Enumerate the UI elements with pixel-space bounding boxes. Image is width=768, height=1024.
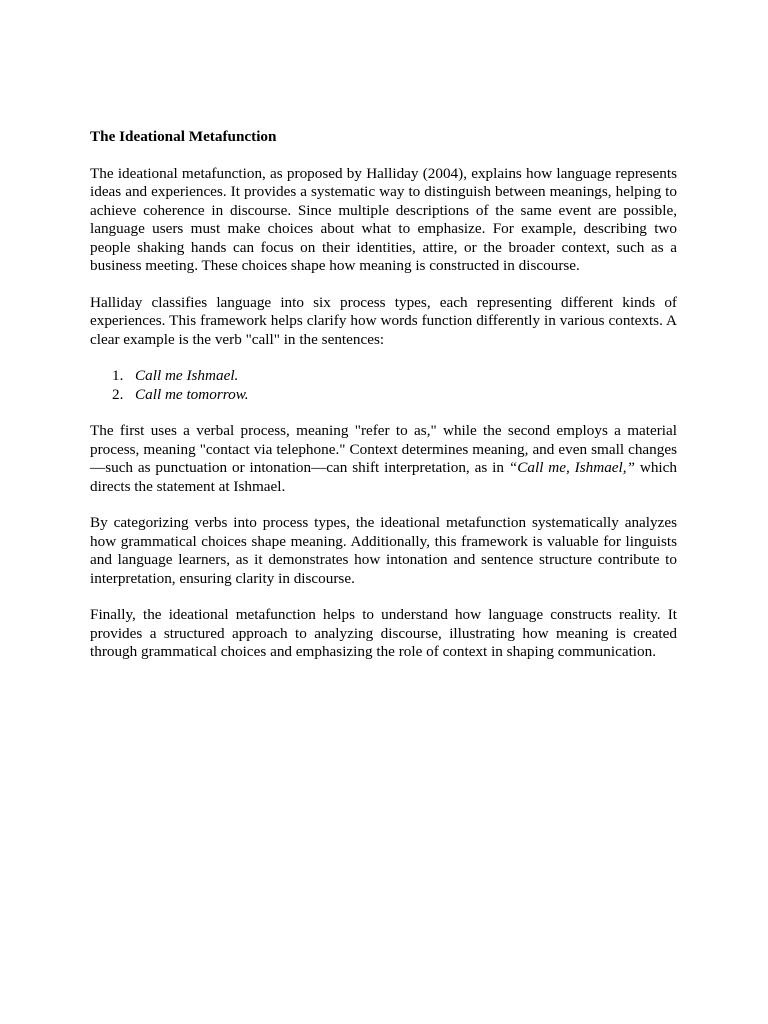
paragraph-context-tail: which directs the statement at Ishmael. [90, 459, 677, 495]
paragraph-process-types: Halliday classifies language into six process types, each representing different kinds of experiences. This framework helps clarify how words function differently in various contexts. A clear example is the verb "call" in the sentences: [90, 293, 677, 348]
document-title: The Ideational Metafunction [90, 128, 277, 145]
paragraph-intro: The ideational metafunction, as proposed by Halliday (2004), explains how language represents ideas and experiences. It provides a systematic way to distinguish between meanings, helping to achieve coherence in discourse. Since multiple descriptions of the same event are possible, language users must make choices about what to emphasize. For example, describing two people shaking hands can focus on their identities, attire, or the broader context, such as a business meeting. These choices shape how meaning is constructed in discourse. [90, 164, 677, 274]
paragraph-conclusion: Finally, the ideational metafunction helps to understand how language constructs reality. It provides a structured approach to analyzing discourse, illustrating how meaning is created through grammatical choices and emphasizing the role of context in shaping communication. [90, 606, 677, 660]
document-page [90, 128, 677, 680]
open-quote: “ [508, 459, 518, 476]
example-item [90, 386, 677, 405]
example-sentence: Call me Ishmael. [135, 367, 239, 384]
example-sentence: Call me tomorrow. [135, 385, 249, 403]
paragraph-context-text: The first uses a verbal process, meaning "refer to as," while the second employs a material process, meaning "contact via telephone." Context determines meaning, and even small changes —such as punctuation or intonation—can shift interpretation, as in [90, 422, 677, 476]
close-quote: ” [626, 459, 635, 476]
paragraph-categorizing: By categorizing verbs into process types, the ideational metafunction systematically analyzes how grammatical choices shape meaning. Additionally, this framework is valuable for linguists and language learners, as it demonstrates how intonation and sentence structure contribute to interpretation, ensuring clarity in discourse. [90, 514, 677, 587]
example-item [90, 367, 677, 386]
paragraph-context [90, 422, 677, 496]
example-number: 2. [112, 385, 124, 403]
italic-example: Call me, Ishmael, [517, 459, 627, 476]
example-list [90, 367, 677, 404]
example-number: 1. [112, 367, 124, 384]
